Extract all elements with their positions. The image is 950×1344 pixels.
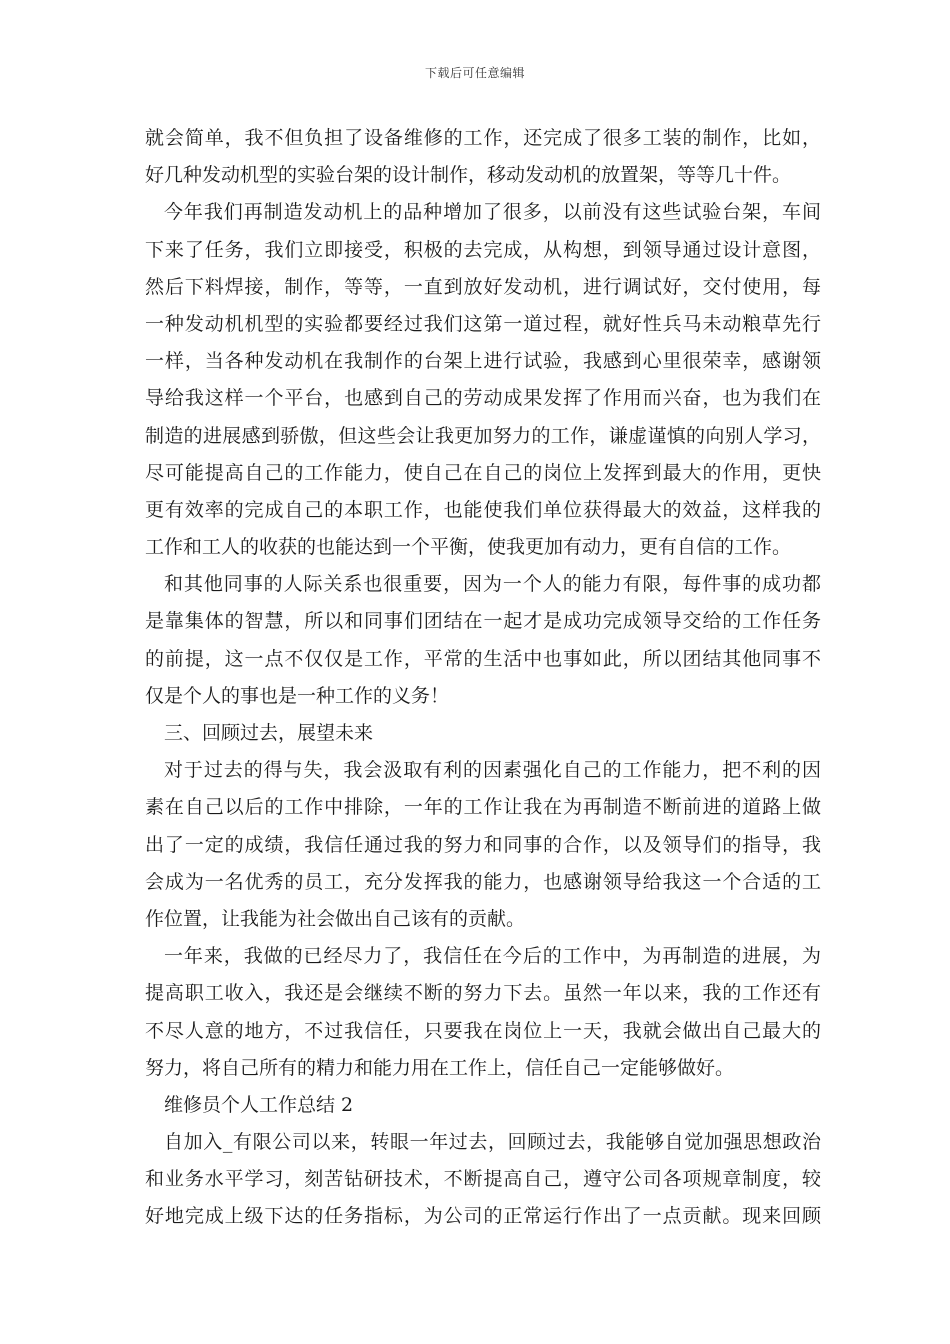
- text-line: 尽可能提高自己的工作能力，使自己在自己的岗位上发挥到最大的作用，更快: [145, 461, 821, 484]
- text-line: 就会简单，我不但负担了设备维修的工作，还完成了很多工装的制作，比如，: [145, 127, 821, 149]
- text-line: 下来了任务，我们立即接受，积极的去完成，从构想，到领导通过设计意图，: [145, 238, 821, 261]
- text-line: 一年来，我做的已经尽力了，我信任在今后的工作中，为再制造的进展，为: [164, 945, 821, 968]
- text-line: 和业务水平学习，刻苦钻研技术，不断提高自己，遵守公司各项规章制度，较: [145, 1168, 821, 1191]
- text-line: 今年我们再制造发动机上的品种增加了很多，以前没有这些试验台架，车间: [164, 201, 821, 224]
- text-line: 好地完成上级下达的任务指标，为公司的正常运行作出了一点贡献。现来回顾: [145, 1205, 821, 1228]
- text-line: 一种发动机机型的实验都要经过我们这第一道过程，就好性兵马未动粮草先行: [145, 312, 821, 335]
- text-line: 是靠集体的智慧，所以和同事们团结在一起才是成功完成领导交给的工作任务: [145, 610, 821, 633]
- text-line: 和其他同事的人际关系也很重要，因为一个人的能力有限，每件事的成功都: [164, 573, 821, 596]
- text-line: 好几种发动机型的实验台架的设计制作，移动发动机的放置架，等等几十件。: [145, 164, 792, 187]
- text-line: 作位置，让我能为社会做出自己该有的贡献。: [145, 907, 526, 930]
- text-line: 更有效率的完成自己的本职工作，也能使我们单位获得最大的效益，这样我的: [145, 498, 821, 521]
- text-line: 制造的进展感到骄傲，但这些会让我更加努力的工作，谦虚谨慎的向别人学习，: [145, 424, 821, 447]
- text-line: 会成为一名优秀的员工，充分发挥我的能力，也感谢领导给我这一个合适的工: [145, 870, 821, 893]
- text-line: 导给我这样一个平台，也感到自己的劳动成果发挥了作用而兴奋，也为我们在: [145, 387, 821, 410]
- text-line: 提高职工收入，我还是会继续不断的努力下去。虽然一年以来，我的工作还有: [145, 982, 821, 1005]
- text-line: 一样，当各种发动机在我制作的台架上进行试验，我感到心里很荣幸，感谢领: [145, 350, 821, 373]
- text-line: 的前提，这一点不仅仅是工作，平常的生活中也事如此，所以团结其他同事不: [145, 647, 821, 670]
- text-line: 出了一定的成绩，我信任通过我的努力和同事的合作，以及领导们的指导，我: [145, 833, 821, 856]
- text-line: 努力，将自己所有的精力和能力用在工作上，信任自己一定能够做好。: [145, 1056, 735, 1079]
- text-line: 对于过去的得与失，我会汲取有利的因素强化自己的工作能力，把不利的因: [164, 759, 821, 782]
- document-body: [145, 120, 821, 1236]
- text-line: 然后下料焊接，制作，等等，一直到放好发动机，进行调试好，交付使用，每: [145, 275, 821, 298]
- text-line: 仅是个人的事也是一种工作的义务！: [145, 684, 450, 707]
- text-line: 维修员个人工作总结 2: [164, 1093, 354, 1116]
- text-line: 自加入_有限公司以来，转眼一年过去，回顾过去，我能够自觉加强思想政治: [164, 1131, 821, 1154]
- page-header: 下载后可任意编辑: [424, 66, 525, 80]
- text-line: 三、回顾过去，展望未来: [164, 722, 374, 744]
- text-line: 不尽人意的地方，不过我信任，只要我在岗位上一天，我就会做出自己最大的: [145, 1019, 821, 1042]
- text-line: 工作和工人的收获的也能达到一个平衡，使我更加有动力，更有自信的工作。: [145, 536, 792, 559]
- text-line: 素在自己以后的工作中排除，一年的工作让我在为再制造不断前进的道路上做: [145, 796, 821, 819]
